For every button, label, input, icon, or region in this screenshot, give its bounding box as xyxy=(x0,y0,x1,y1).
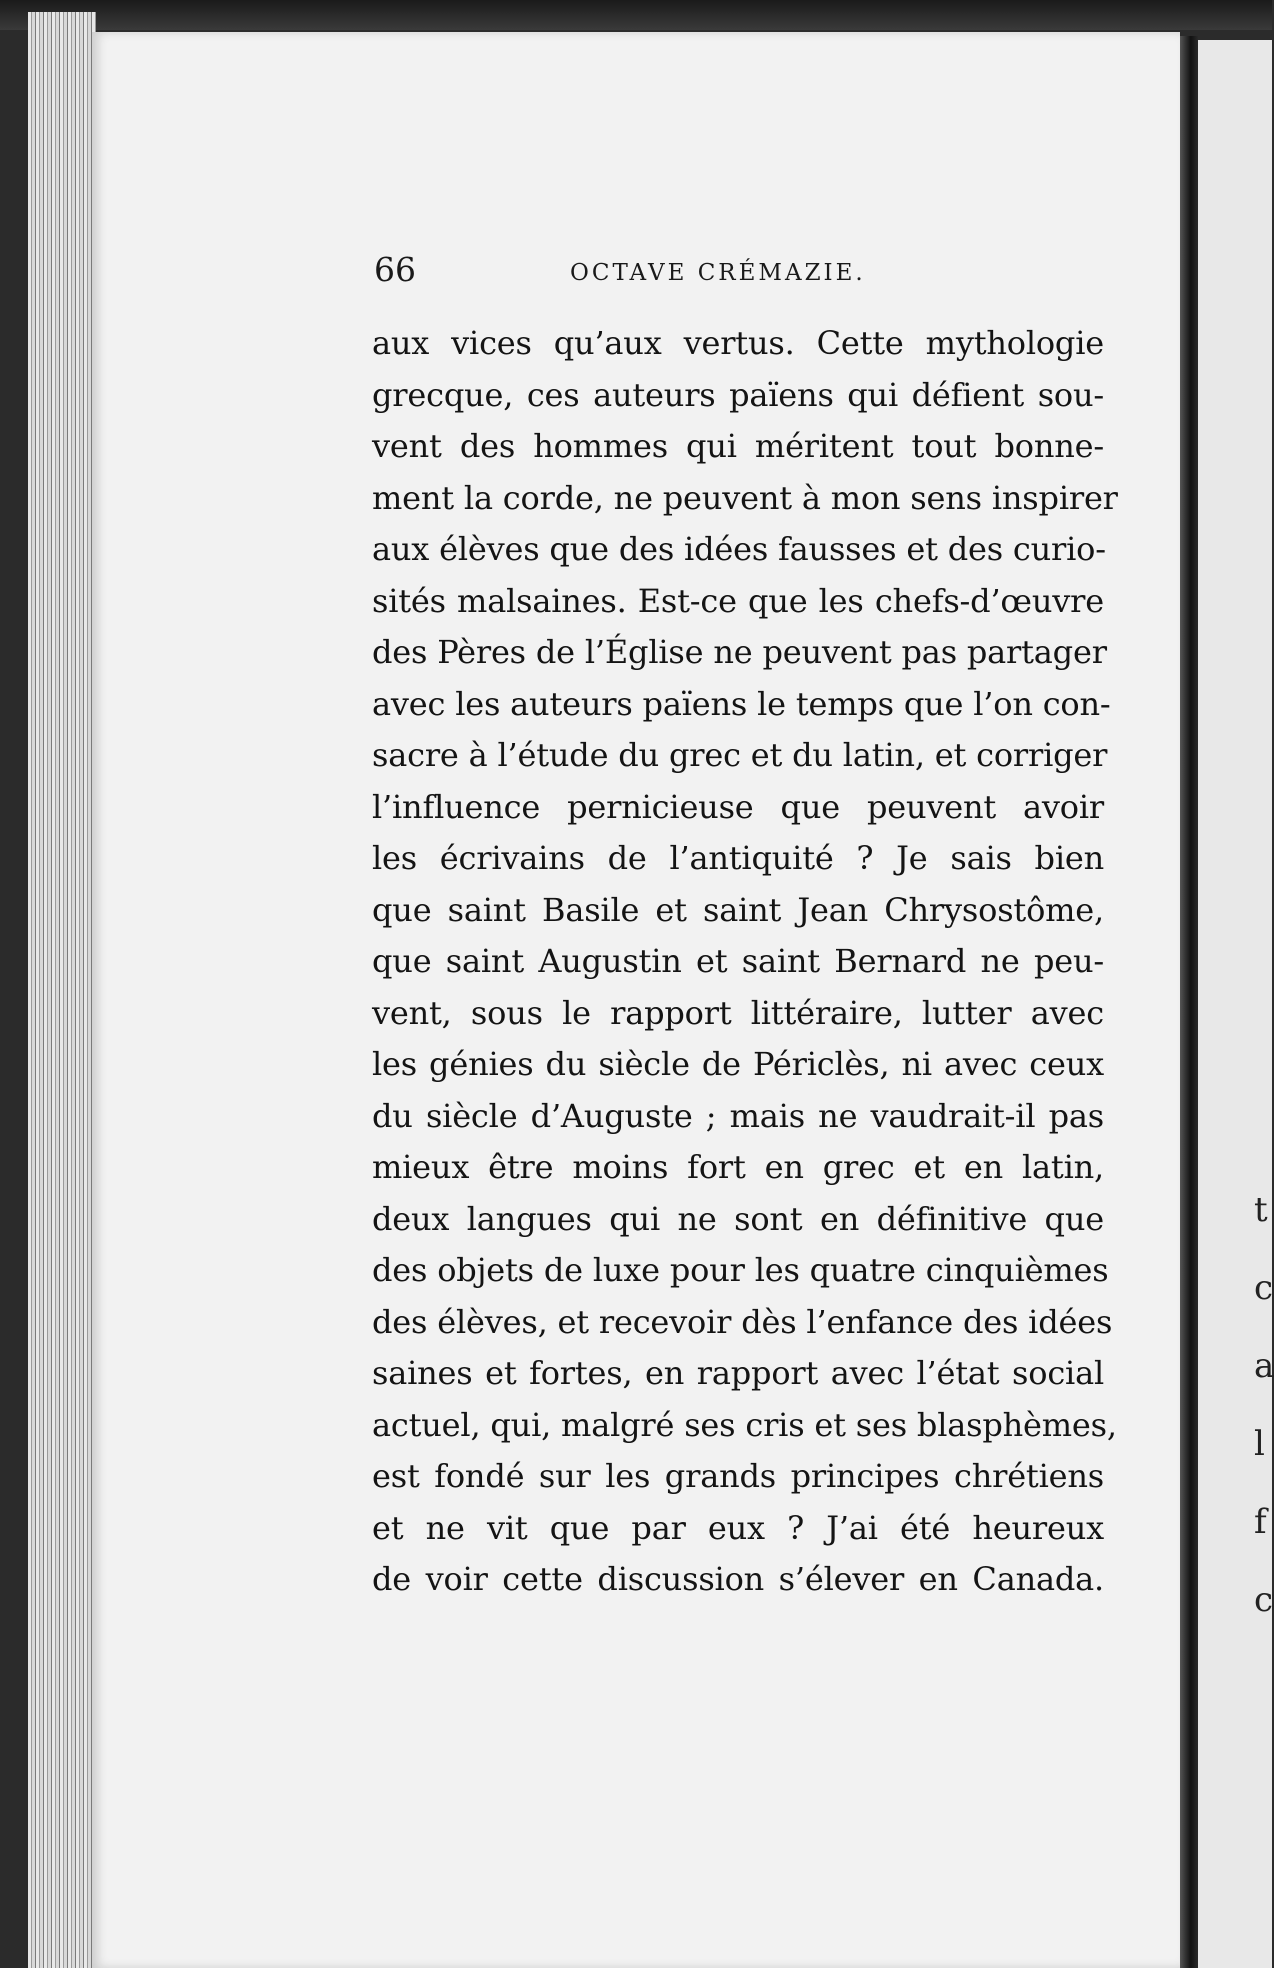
adjacent-page-letter: c xyxy=(1254,1268,1274,1308)
running-head: OCTAVE CRÉMAZIE. xyxy=(570,260,866,286)
text-line: de voir cette discussion s’élever en Canada. xyxy=(372,1560,1104,1598)
adjacent-page-letter: t xyxy=(1254,1190,1268,1230)
text-line: grecque, ces auteurs païens qui défient sou- xyxy=(372,375,1104,414)
text-line: actuel, qui, malgré ses cris et ses blasphèmes, xyxy=(372,1405,1117,1444)
page-header xyxy=(374,250,1104,300)
text-line: est fondé sur les grands principes chrétiens xyxy=(372,1457,1104,1495)
text-line: deux langues qui ne sont en définitive que xyxy=(372,1199,1104,1238)
text-line: sacre à l’étude du grec et du latin, et corriger xyxy=(372,736,1108,774)
text-line: aux élèves que des idées fausses et des curio- xyxy=(372,530,1106,568)
adjacent-page-letter: c xyxy=(1254,1580,1274,1620)
adjacent-page xyxy=(1198,40,1272,1968)
text-line: les génies du siècle de Périclès, ni avec ceux xyxy=(372,1045,1104,1083)
text-line: avec les auteurs païens le temps que l’on con- xyxy=(372,684,1111,723)
adjacent-page-letter: a xyxy=(1254,1346,1274,1386)
text-line: et ne vit que par eux ? J’ai été heureux xyxy=(372,1508,1104,1547)
text-line: des élèves, et recevoir dès l’enfance des idées xyxy=(372,1302,1113,1341)
book-gutter xyxy=(1180,36,1198,1968)
page-number: 66 xyxy=(374,250,416,289)
text-line: du siècle d’Auguste ; mais ne vaudrait-il pas xyxy=(372,1096,1104,1135)
scan-background-top xyxy=(0,0,1272,30)
body-text xyxy=(372,318,1118,1606)
text-line: l’influence pernicieuse que peuvent avoir xyxy=(372,787,1104,826)
text-line: que saint Basile et saint Jean Chrysostôme, xyxy=(372,890,1104,929)
page-edges xyxy=(28,12,96,1968)
text-line: que saint Augustin et saint Bernard ne peu- xyxy=(372,942,1104,980)
text-line: les écrivains de l’antiquité ? Je sais bien xyxy=(372,839,1104,877)
text-line: aux vices qu’aux vertus. Cette mythologie xyxy=(372,324,1104,362)
text-line: des Pères de l’Église ne peuvent pas partager xyxy=(372,633,1107,671)
adjacent-page-letter: l xyxy=(1254,1424,1265,1464)
text-line: sités malsaines. Est-ce que les chefs-d’œuvre xyxy=(372,581,1104,620)
text-line: ment la corde, ne peuvent à mon sens inspirer xyxy=(372,478,1118,517)
adjacent-page-letter: f xyxy=(1254,1502,1267,1542)
text-line: des objets de luxe pour les quatre cinquièmes xyxy=(372,1251,1109,1289)
text-line: mieux être moins fort en grec et en latin, xyxy=(372,1148,1104,1186)
text-line: saines et fortes, en rapport avec l’état social xyxy=(372,1354,1104,1392)
text-line: vent des hommes qui méritent tout bonne- xyxy=(372,427,1104,465)
text-line: vent, sous le rapport littéraire, lutter avec xyxy=(372,993,1104,1032)
